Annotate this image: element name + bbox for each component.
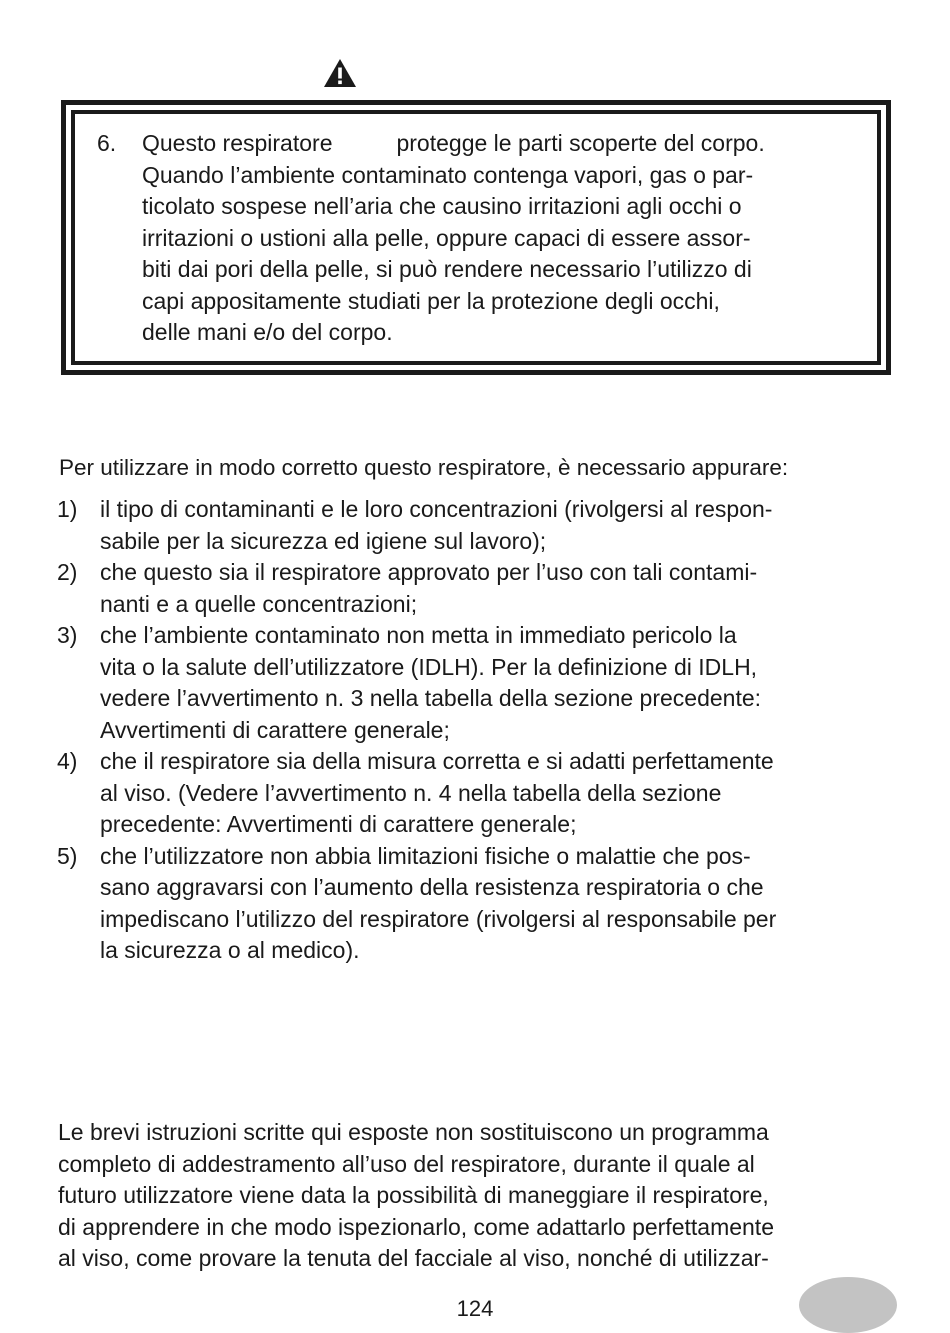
- training-paragraph: [58, 1117, 898, 1275]
- warning-line: biti dai pori della pelle, si può rendere necessario l’utilizzo di: [142, 256, 752, 282]
- paragraph-line: completo di addestramento all’uso del respiratore, durante il quale al: [58, 1150, 755, 1177]
- paragraph-line: al viso, come provare la tenuta del facciale al viso, nonché di utilizzar-: [58, 1245, 769, 1271]
- warning-item-text: [142, 128, 867, 349]
- warning-triangle-icon: [323, 58, 357, 88]
- list-item-line: la sicurezza o al medico).: [100, 937, 360, 963]
- list-item-line: che questo sia il respiratore approvato per l’uso con tali contami-: [100, 559, 758, 585]
- list-item-line: vita o la salute dell’utilizzatore (IDLH). Per la definizione di IDLH,: [100, 653, 758, 680]
- list-item: [57, 841, 897, 967]
- warning-line-end: protegge le parti scoperte del corpo.: [396, 130, 765, 156]
- page-number: 124: [456, 1296, 494, 1321]
- warning-item-number: 6.: [97, 130, 117, 156]
- warning-line: irritazioni o ustioni alla pelle, oppure capaci di essere assor-: [142, 224, 751, 251]
- warning-line: delle mani e/o del corpo.: [142, 319, 393, 345]
- paragraph-line: Le brevi istruzioni scritte qui esposte non sostituiscono un programma: [58, 1119, 769, 1145]
- list-item-line: Avvertimenti di carattere generale;: [100, 716, 450, 743]
- list-item-number: 2): [57, 559, 78, 585]
- list-item-number: 5): [57, 842, 78, 869]
- list-item-number: 4): [57, 748, 78, 774]
- list-item: [57, 494, 897, 557]
- list-item: [57, 746, 897, 841]
- list-item-line: nanti e a quelle concentrazioni;: [100, 590, 418, 617]
- list-item-line: impediscano l’utilizzo del respiratore (rivolgersi al responsabile per: [100, 905, 777, 932]
- list-item-line: vedere l’avvertimento n. 3 nella tabella della sezione precedente:: [100, 685, 762, 711]
- list-item-number: 1): [57, 496, 78, 522]
- warning-line: capi appositamente studiati per la protezione degli occhi,: [142, 287, 720, 314]
- section-tab-marker: [799, 1277, 897, 1333]
- list-item: [57, 557, 897, 620]
- warning-line: [142, 128, 867, 160]
- list-item-line: precedente: Avvertimenti di carattere generale;: [100, 811, 577, 837]
- list-item-line: il tipo di contaminanti e le loro concentrazioni (rivolgersi al respon-: [100, 496, 773, 522]
- paragraph-line: di apprendere in che modo ispezionarlo, come adattarlo perfettamente: [58, 1213, 774, 1240]
- list-item-line: al viso. (Vedere l’avvertimento n. 4 nella tabella della sezione: [100, 779, 722, 806]
- requirements-intro: Per utilizzare in modo corretto questo respiratore, è necessario appurare:: [59, 455, 789, 480]
- list-item-line: che il respiratore sia della misura corretta e si adatti perfettamente: [100, 748, 774, 774]
- requirements-list: [57, 494, 897, 967]
- warning-line-start: Questo respiratore: [142, 130, 333, 156]
- list-item-line: che l’utilizzatore non abbia limitazioni fisiche o malattie che pos-: [100, 842, 751, 869]
- warning-line: Quando l’ambiente contaminato contenga vapori, gas o par-: [142, 161, 754, 188]
- list-item: [57, 620, 897, 746]
- list-item-line: sabile per la sicurezza ed igiene sul lavoro);: [100, 527, 547, 554]
- list-item-line: sano aggravarsi con l’aumento della resistenza respiratoria o che: [100, 874, 764, 900]
- list-item-line: che l’ambiente contaminato non metta in immediato pericolo la: [100, 622, 737, 648]
- paragraph-line: futuro utilizzatore viene data la possibilità di maneggiare il respiratore,: [58, 1182, 769, 1208]
- list-item-number: 3): [57, 622, 78, 648]
- warning-line: ticolato sospese nell’aria che causino irritazioni agli occhi o: [142, 193, 742, 219]
